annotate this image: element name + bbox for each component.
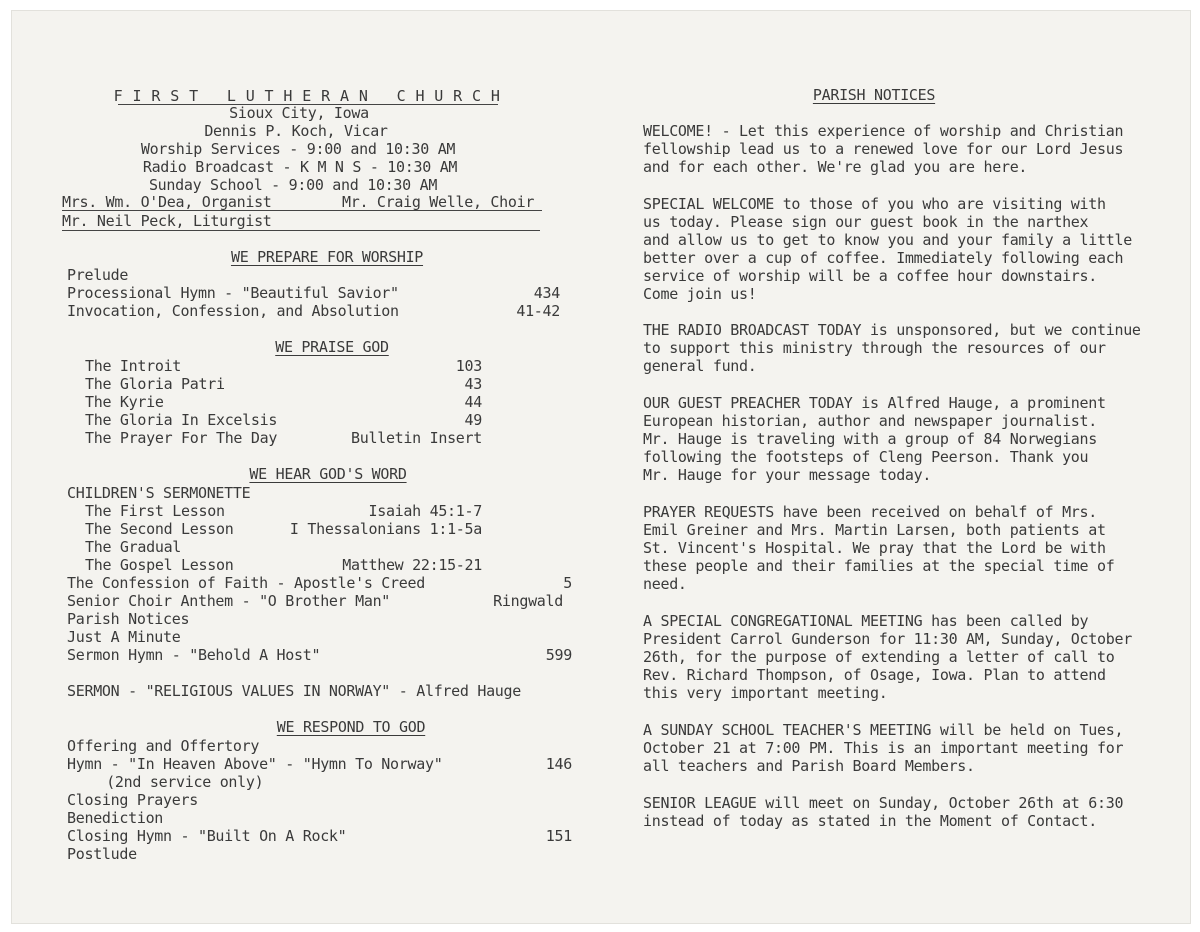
staff-rule-1 (62, 210, 542, 211)
notice-line: this very important meeting. (643, 684, 888, 702)
service-item: The Prayer For The Day (85, 429, 278, 447)
church-name: F I R S T L U T H E R A N C H U R C H (113, 87, 501, 105)
section-heading-praise: WE PRAISE GOD (275, 338, 389, 356)
service-item: Just A Minute (67, 628, 181, 646)
notice-line: SENIOR LEAGUE will meet on Sunday, October 26th at 6:30 (643, 794, 1124, 812)
notice-line: Emil Greiner and Mrs. Martin Larsen, both patients at (643, 521, 1106, 539)
service-item: Hymn - "In Heaven Above" - "Hymn To Norway" (67, 755, 443, 773)
staff-rule-2 (62, 230, 540, 231)
notice-line: better over a cup of coffee. Immediately following each (643, 249, 1124, 267)
notice-line: and for each other. We're glad you are here. (643, 158, 1028, 176)
section-heading-hear: WE HEAR GOD'S WORD (249, 465, 407, 483)
section-heading-prepare: WE PREPARE FOR WORSHIP (230, 248, 424, 266)
service-item: The Confession of Faith - Apostle's Creed (67, 574, 425, 592)
service-item: Offering and Offertory (67, 737, 260, 755)
liturgist: Mr. Neil Peck, Liturgist (62, 212, 272, 230)
scripture-reference: I Thessalonians 1:1-5a (289, 520, 482, 538)
notice-line: A SPECIAL CONGREGATIONAL MEETING has been called by (643, 612, 1089, 630)
scripture-reference: Matthew 22:15-21 (342, 556, 482, 574)
service-item: The Gloria In Excelsis (85, 411, 278, 429)
service-item: Senior Choir Anthem - "O Brother Man" (67, 592, 391, 610)
notice-line: SPECIAL WELCOME to those of you who are visiting with (643, 195, 1106, 213)
service-item: Sermon Hymn - "Behold A Host" (67, 646, 321, 664)
composer: Ringwald (493, 592, 563, 610)
section-heading-respond: WE RESPOND TO GOD (276, 718, 426, 736)
notice-line: need. (643, 575, 687, 593)
service-item: The Introit (85, 357, 182, 375)
vicar: Dennis P. Koch, Vicar (204, 122, 388, 140)
service-item: Postlude (67, 845, 137, 863)
choir-director: Mr. Craig Welle, Choir (342, 193, 535, 211)
scripture-reference: Isaiah 45:1-7 (368, 502, 482, 520)
notice-line: PRAYER REQUESTS have been received on behalf of Mrs. (643, 503, 1098, 521)
notice-line: fellowship lead us to a renewed love for our Lord Jesus (643, 140, 1124, 158)
page-reference: 49 (464, 411, 482, 429)
notice-line: THE RADIO BROADCAST TODAY is unsponsored, but we continue (643, 321, 1141, 339)
service-item: Closing Hymn - "Built On A Rock" (67, 827, 347, 845)
notice-line: all teachers and Parish Board Members. (643, 757, 975, 775)
notice-line: WELCOME! - Let this experience of worship and Christian (643, 122, 1124, 140)
notice-line: St. Vincent's Hospital. We pray that the Lord be with (643, 539, 1106, 557)
page-reference: Bulletin Insert (351, 429, 482, 447)
notice-line: 26th, for the purpose of extending a letter of call to (643, 648, 1115, 666)
service-item: Parish Notices (67, 610, 190, 628)
sunday-school-times: Sunday School - 9:00 and 10:30 AM (148, 176, 438, 194)
page-reference: 103 (455, 357, 482, 375)
notice-line: OUR GUEST PREACHER TODAY is Alfred Hauge, a prominent (643, 394, 1106, 412)
notice-line: general fund. (643, 357, 757, 375)
page-reference: 41-42 (516, 302, 560, 320)
service-item: CHILDREN'S SERMONETTE (67, 484, 251, 502)
service-item: The Kyrie (85, 393, 164, 411)
notice-line: us today. Please sign our guest book in the narthex (643, 213, 1089, 231)
notice-line: these people and their families at the special time of (643, 557, 1115, 575)
service-item: Processional Hymn - "Beautiful Savior" (67, 284, 399, 302)
notice-line: Come join us! (643, 285, 757, 303)
service-item: The Second Lesson (85, 520, 234, 538)
notice-line: instead of today as stated in the Moment of Contact. (643, 812, 1098, 830)
hymn-number: 599 (545, 646, 572, 664)
hymn-number: 434 (533, 284, 560, 302)
church-city: Sioux City, Iowa (229, 104, 369, 122)
organist: Mrs. Wm. O'Dea, Organist (62, 193, 272, 211)
notice-line: to support this ministry through the resources of our (643, 339, 1106, 357)
service-item-note: (2nd service only) (80, 773, 264, 791)
service-item: Invocation, Confession, and Absolution (67, 302, 399, 320)
radio-broadcast: Radio Broadcast - K M N S - 10:30 AM (142, 158, 458, 176)
notice-line: service of worship will be a coffee hour downstairs. (643, 267, 1098, 285)
notice-line: European historian, author and newspaper journalist. (643, 412, 1098, 430)
notice-line: A SUNDAY SCHOOL TEACHER'S MEETING will be held on Tues, (643, 721, 1124, 739)
page-reference: 43 (464, 375, 482, 393)
notices-heading: PARISH NOTICES (812, 86, 936, 104)
service-item: Benediction (67, 809, 164, 827)
notice-line: Mr. Hauge is traveling with a group of 84 Norwegians (643, 430, 1098, 448)
page-reference: 5 (563, 574, 572, 592)
service-item: The Gospel Lesson (85, 556, 234, 574)
notice-line: October 21 at 7:00 PM. This is an important meeting for (643, 739, 1124, 757)
notice-line: Rev. Richard Thompson, of Osage, Iowa. Plan to attend (643, 666, 1106, 684)
notice-line: President Carrol Gunderson for 11:30 AM, Sunday, October (643, 630, 1132, 648)
service-item: Closing Prayers (67, 791, 198, 809)
service-item: The Gradual (85, 538, 182, 556)
notice-line: and allow us to get to know you and your family a little (643, 231, 1132, 249)
notice-line: following the footsteps of Cleng Peerson. Thank you (643, 448, 1089, 466)
service-item: Prelude (67, 266, 129, 284)
hymn-number: 151 (545, 827, 572, 845)
page-reference: 44 (464, 393, 482, 411)
service-item: The First Lesson (85, 502, 225, 520)
service-item: The Gloria Patri (85, 375, 225, 393)
notice-line: Mr. Hauge for your message today. (643, 466, 932, 484)
hymn-number: 146 (545, 755, 572, 773)
worship-times: Worship Services - 9:00 and 10:30 AM (140, 140, 456, 158)
sermon-title: SERMON - "RELIGIOUS VALUES IN NORWAY" - Alfred Hauge (67, 682, 522, 700)
